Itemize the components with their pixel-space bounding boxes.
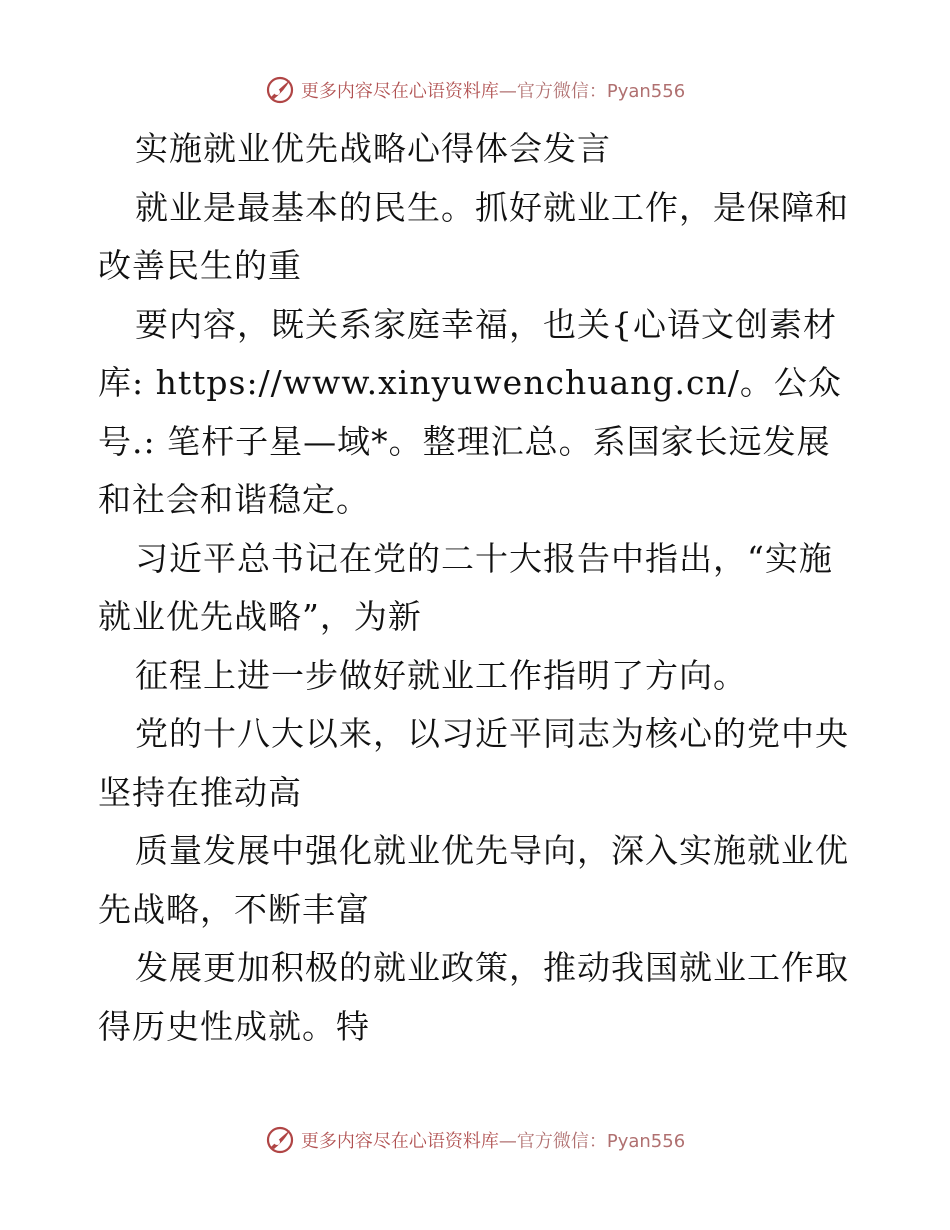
header-banner <box>0 70 950 110</box>
footer-banner <box>0 1120 950 1160</box>
paragraph-line: 习近平总书记在党的二十大报告中指出，“实施 <box>135 538 833 578</box>
paragraph-line: 质量发展中强化就业优先导向，深入实施就业优 <box>135 831 849 870</box>
paragraph-line: 党的十八大以来，以习近平同志为核心的党中央 <box>135 714 849 753</box>
paragraph-line: 就业是最基本的民生。抓好就业工作，是保障和 <box>135 187 849 227</box>
paragraph-line: 库: https://www.xinyuwenchuang.cn/。公众 <box>98 363 842 402</box>
paragraph-line: 发展更加积极的就业政策，推动我国就业工作取 <box>135 948 849 987</box>
paragraph-line: 得历史性成就。特 <box>98 1006 370 1046</box>
paragraph-line: 和社会和谐稳定。 <box>98 480 370 519</box>
paragraph-line: 先战略，不断丰富 <box>98 889 370 929</box>
footer-banner-wechat: —官方微信：Pyan556 <box>498 1131 686 1152</box>
paragraph-line: 要内容，既关系家庭幸福，也关{心语文创素材 <box>135 304 837 344</box>
paragraph-line: 坚持在推动高 <box>98 772 302 812</box>
document-title: 实施就业优先战略心得体会发言 <box>135 129 611 168</box>
header-banner-text <box>301 77 685 103</box>
footer-banner-title: 更多内容尽在心语资料库 <box>300 1131 499 1152</box>
footer-banner-text <box>301 1127 685 1153</box>
quill-logo-icon <box>265 75 295 105</box>
paragraph-line: 改善民生的重 <box>98 246 302 285</box>
quill-logo-icon <box>265 1125 295 1155</box>
paragraph-line: 就业优先战略”，为新 <box>98 597 422 636</box>
document-body <box>98 120 858 1056</box>
paragraph-line: 征程上进一步做好就业工作指明了方向。 <box>135 655 747 695</box>
header-banner-title: 更多内容尽在心语资料库 <box>300 81 499 102</box>
paragraph-line: 号.: 笔杆子星—域*。整理汇总。系国家长远发展 <box>98 421 831 461</box>
header-banner-wechat: —官方微信：Pyan556 <box>498 81 686 102</box>
